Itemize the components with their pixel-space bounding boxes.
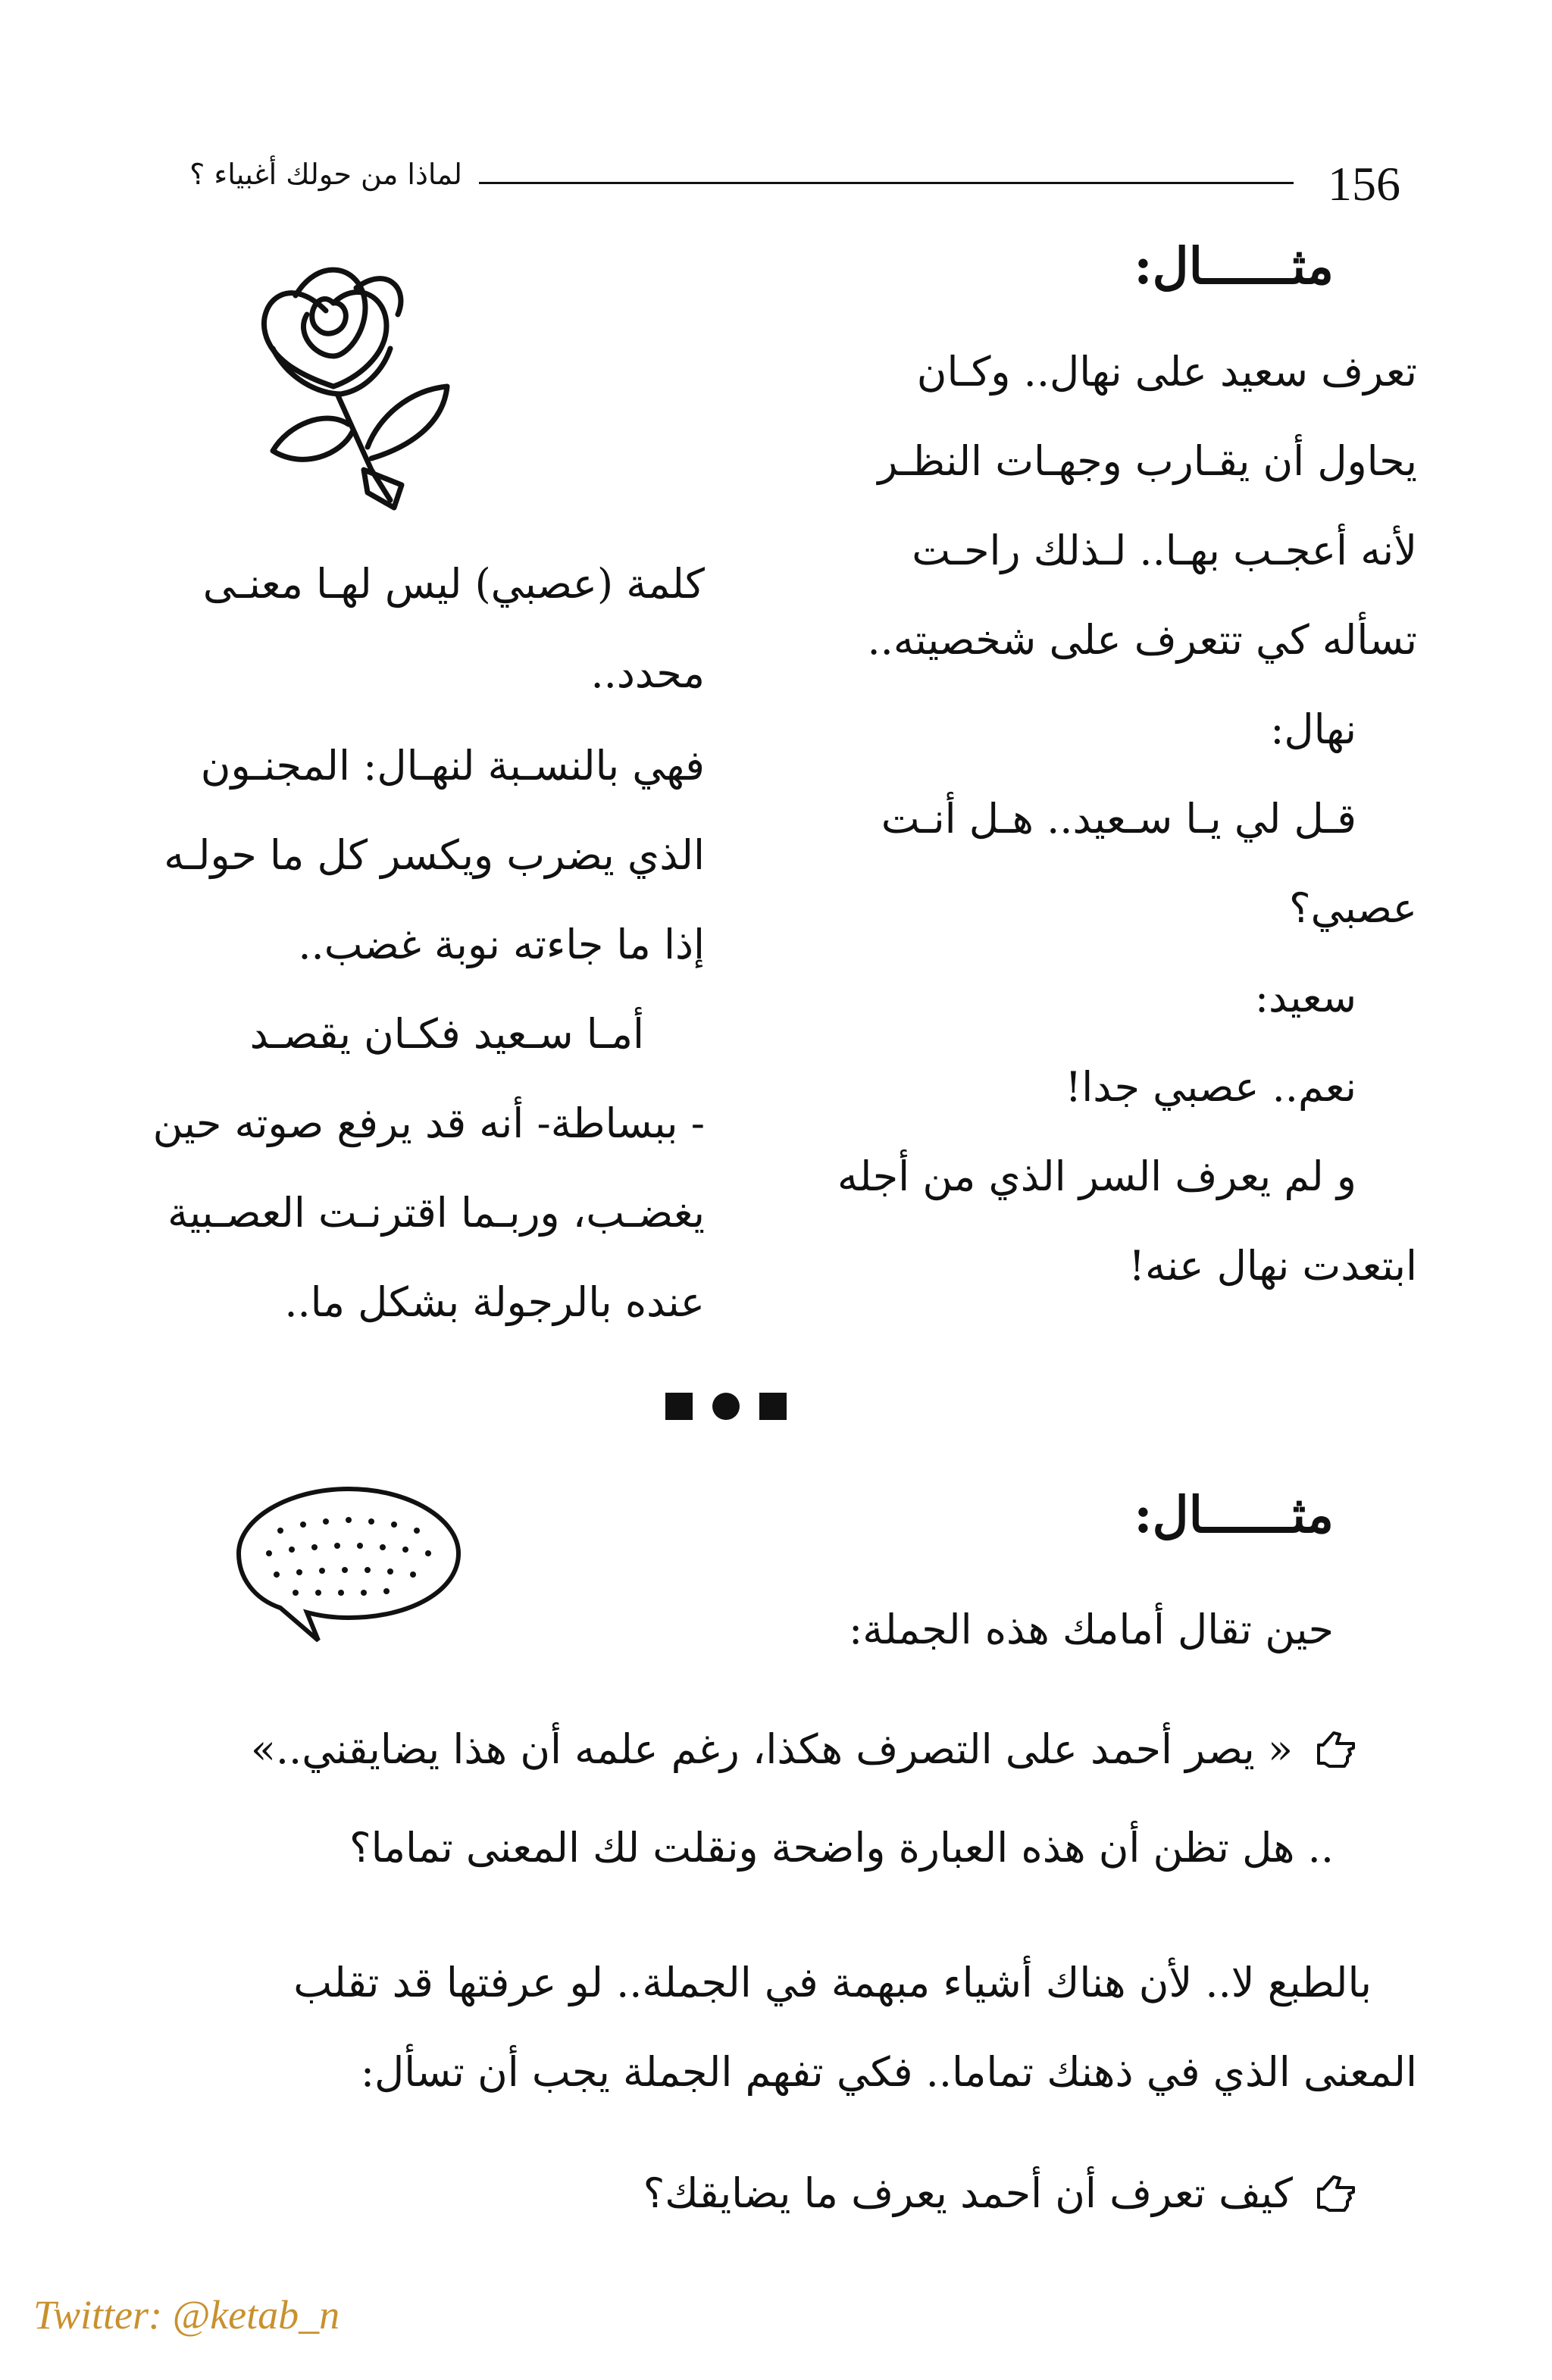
- side-line: محدد..: [590, 649, 705, 697]
- side-line: أمـا سـعيد فكـان يقصـد: [249, 1010, 644, 1058]
- running-title: لماذا من حولك أغبياء ؟: [189, 158, 462, 191]
- intro-line: لأنه أعجـب بهـا.. لـذلك راحـت: [912, 527, 1417, 574]
- section-separator: [665, 1393, 787, 1420]
- saeed-line: نعم.. عصبي جدا!: [1065, 1063, 1356, 1111]
- header-rule: [479, 182, 1294, 184]
- nihal-line: قـل لي يـا سـعيد.. هـل أنـت: [881, 795, 1356, 843]
- side-line: يغضـب، وربـما اقترنـت العصـبية: [167, 1189, 705, 1237]
- quote-bullet: [129, 1705, 1356, 1794]
- question-text: .. هل تظن أن هذه العبارة واضحة ونقلت لك المعنى تماما؟: [349, 1824, 1334, 1872]
- nihal-line: عصبي؟: [1288, 884, 1417, 932]
- rose-illustration: [242, 242, 462, 515]
- intro-line: تسأله كي تتعرف على شخصيته..: [867, 616, 1417, 664]
- separator-square: [759, 1393, 787, 1420]
- separator-square: [665, 1393, 693, 1420]
- question-bullet: [227, 2149, 1356, 2238]
- side-line: فهي بالنسـبة لنهـال: المجنـون: [200, 742, 705, 790]
- intro-line: يحاول أن يقـارب وجهـات النظـر: [878, 437, 1417, 485]
- pointing-hand-icon: [1314, 1728, 1356, 1771]
- outro-line: ابتعدت نهال عنه!: [1128, 1242, 1417, 1290]
- intro-line: تعرف سعيد على نهال.. وكـان: [916, 348, 1417, 396]
- speech-bubble-illustration: [227, 1478, 470, 1652]
- pointing-hand-icon: [1314, 2172, 1356, 2215]
- side-line: الذي يضرب ويكسر كل ما حولـه: [164, 831, 705, 879]
- answer-line: المعنى الذي في ذهنك تماما.. فكي تفهم الجملة يجب أن تسأل:: [360, 2048, 1417, 2096]
- example1-main-column: [834, 327, 1417, 1311]
- outro-line: و لم يعرف السر الذي من أجله: [837, 1152, 1356, 1200]
- example2-intro: حين تقال أمامك هذه الجملة:: [849, 1606, 1334, 1653]
- quote-text: « يصر أحمد على التصرف هكذا، رغم علمه أن هذا يضايقني..»: [250, 1725, 1293, 1773]
- example1-side-column: [129, 539, 705, 1347]
- side-line: إذا ما جاءته نوبة غضب..: [298, 921, 705, 968]
- speaker-nihal: نهال:: [1270, 705, 1356, 753]
- side-line: كلمة (عصبي) ليس لهـا معنـى: [202, 560, 705, 608]
- answer-paragraph: [129, 1938, 1417, 2117]
- page-number: 156: [1328, 157, 1400, 211]
- bullet-question-text: كيف تعرف أن أحمد يعرف ما يضايقك؟: [643, 2169, 1293, 2217]
- separator-dot: [712, 1393, 740, 1420]
- example2-heading: مثــــــال:: [1134, 1485, 1334, 1544]
- watermark: Twitter: @ketab_n: [33, 2292, 340, 2338]
- speaker-saeed: سعيد:: [1254, 974, 1356, 1021]
- side-line: - ببساطة- أنه قد يرفع صوته حين: [152, 1099, 705, 1147]
- side-line: عنده بالرجولة بشكل ما..: [284, 1278, 705, 1326]
- example1-heading: مثــــــال:: [1134, 236, 1334, 296]
- answer-line: بالطبع لا.. لأن هناك أشياء مبهمة في الجملة.. لو عرفتها قد تقلب: [293, 1959, 1372, 2006]
